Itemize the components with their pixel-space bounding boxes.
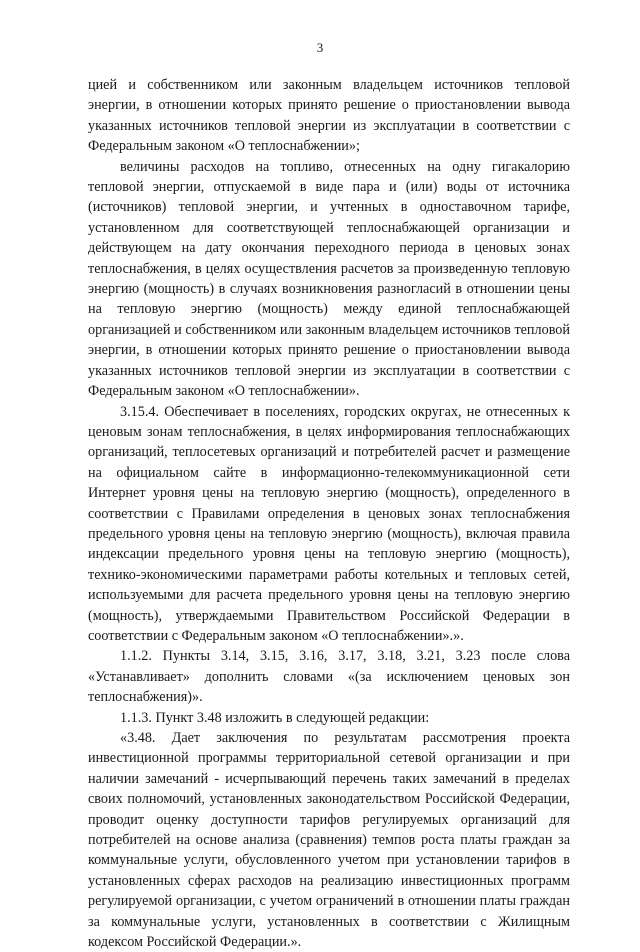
paragraph-1-1-3: 1.1.3. Пункт 3.48 изложить в следующей редакции: xyxy=(120,709,430,726)
page-number: 3 xyxy=(316,40,324,55)
document-body xyxy=(88,75,570,952)
paragraph-3-15-4: 3.15.4. Обеспечивает в поселениях, городских округах, не отнесенных к ценовым зонам теплоснабжения, в целях информирования теплоснабжающих организаций, теплосетевых организаций и потребителей расчет и размещение на официальном сайте в информационно-телекоммуникационной сети Интернет уровня цены на тепловую энергию (мощность), определенного в соответствии с Правилами определения в ценовых зонах теплоснабжения предельного уровня цены на тепловую энергию (мощность), включая правила индексации предельного уровня цены на тепловую энергию (мощность), технико-экономическими параметрами работы котельных и тепловых сетей, используемыми для расчета предельного уровня цены на тепловую энергию (мощность), утверждаемыми Правительством Российской Федерации в соответствии с Федеральным законом «О теплоснабжении».». xyxy=(88,403,570,644)
paragraph-fuel-costs: величины расходов на топливо, отнесенных на одну гигакалорию тепловой энергии, отпускаемой в виде пара и (или) воды от источника (источников) тепловой энергии, и учтенных в одноставочном тарифе, установленном для соответствующей теплоснабжающей организации и действующем на дату окончания переходного периода в ценовых зонах теплоснабжения, в целях осуществления расчетов за произведенную тепловую энергию (мощность) в случаях возникновения разногласий в отношении цены на тепловую энергию (мощность) между единой теплоснабжающей организацией и собственником или законным владельцем источников тепловой энергии, в отношении которых принято решение о приостановлении вывода указанных источников тепловой энергии из эксплуатации в соответствии с Федеральным законом «О теплоснабжении». xyxy=(88,158,570,400)
paragraph-1-1-2: 1.1.2. Пункты 3.14, 3.15, 3.16, 3.17, 3.18, 3.21, 3.23 после слова «Устанавливает» дополнить словами «(за исключением ценовых зон теплоснабжения)». xyxy=(88,648,570,706)
paragraph-continuation: цией и собственником или законным владельцем источников тепловой энергии, в отношении которых принято решение о приостановлении вывода указанных источников тепловой энергии из эксплуатации в соответствии с Федеральным законом «О теплоснабжении»; xyxy=(88,77,570,155)
paragraph-3-48: «3.48. Дает заключения по результатам рассмотрения проекта инвестиционной программы территориальной сетевой организации и при наличии замечаний - исчерпывающий перечень таких замечаний в пределах своих полномочий, установленных законодательством Российской Федерации, проводит оценку доступности тарифов регулируемых организаций для потребителей на основе анализа (сравнения) темпов роста платы граждан за коммунальные услуги, обусловленного учетом при установлении тарифов в установленных сферах расходов на реализацию инвестиционных программ регулируемой организации, с учетом ограничений в отношении платы граждан за коммунальные услуги, установленных в соответствии с Жилищным кодексом Российской Федерации.». xyxy=(88,730,570,951)
